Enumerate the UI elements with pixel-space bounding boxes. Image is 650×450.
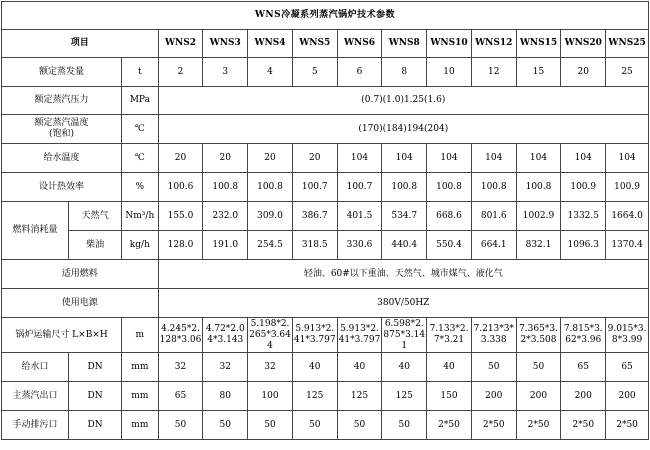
value-cell: 6.598*2.875*3.141 — [383, 318, 426, 351]
value-cell: 10 — [427, 58, 472, 87]
value-cell: 386.7 — [292, 202, 337, 231]
row-transport-size — [2, 318, 649, 353]
value-cell: 191.0 — [203, 231, 248, 260]
unit-cell: ℃ — [122, 144, 159, 173]
value-cell: 1096.3 — [561, 231, 606, 260]
row-label: 锅炉运输尺寸 L×B×H — [2, 318, 122, 353]
unit-cell: % — [122, 173, 159, 202]
value-cell: 50 — [516, 353, 561, 382]
value-cell: 100.8 — [382, 173, 427, 202]
value-cell: 7.213*3*3.338 — [471, 318, 516, 353]
model-cell: WNS8 — [382, 30, 427, 58]
value-cell: 3 — [203, 58, 248, 87]
unit-cell: Nm³/h — [122, 202, 159, 231]
row-pressure — [2, 87, 649, 115]
value-cell: 40 — [427, 353, 472, 382]
dn-cell: DN — [69, 353, 122, 382]
span-value-cell: 380V/50HZ — [158, 289, 648, 318]
span-value-cell: (170)(184)194(204) — [158, 115, 648, 144]
row-power — [2, 289, 649, 318]
value-cell: 100.8 — [203, 173, 248, 202]
value-cell: 5.198*2.265*3.644 — [249, 318, 291, 351]
unit-cell: t — [122, 58, 159, 87]
value-cell: 32 — [203, 353, 248, 382]
row-label: 额定蒸发量 — [2, 58, 122, 87]
value-cell: 100 — [248, 382, 293, 411]
value-cell: 15 — [516, 58, 561, 87]
value-cell: 801.6 — [471, 202, 516, 231]
row-label: 手动排污口 — [2, 411, 69, 440]
value-cell: 5 — [292, 58, 337, 87]
value-cell: 104 — [516, 144, 561, 173]
value-cell: 1664.0 — [606, 202, 649, 231]
value-cell: 440.4 — [382, 231, 427, 260]
row-blowdown — [2, 411, 649, 440]
value-cell: 7.365*3.2*3.508 — [516, 318, 561, 353]
table-title: WNS冷凝系列蒸汽锅炉技术参数 — [2, 2, 649, 30]
value-cell: 20 — [203, 144, 248, 173]
value-cell: 155.0 — [158, 202, 203, 231]
value-cell: 32 — [248, 353, 293, 382]
value-cell: 534.7 — [382, 202, 427, 231]
unit-cell: m — [122, 318, 159, 353]
value-cell: 100.8 — [248, 173, 293, 202]
dn-cell: DN — [69, 411, 122, 440]
value-cell: 20 — [158, 144, 203, 173]
value-cell: 401.5 — [337, 202, 382, 231]
unit-cell: mm — [122, 411, 159, 440]
row-efficiency — [2, 173, 649, 202]
header-row — [2, 30, 649, 58]
value-cell: 100.7 — [337, 173, 382, 202]
model-cell: WNS20 — [561, 30, 606, 58]
value-cell: 12 — [471, 58, 516, 87]
value-cell: 65 — [606, 353, 649, 382]
value-cell: 40 — [292, 353, 337, 382]
fuel-consumption-label: 燃料消耗量 — [2, 202, 69, 260]
model-cell: WNS25 — [606, 30, 649, 58]
row-label: 给水口 — [2, 353, 69, 382]
value-cell: 6 — [337, 58, 382, 87]
value-cell: 20 — [292, 144, 337, 173]
row-steam-outlet — [2, 382, 649, 411]
model-cell: WNS4 — [248, 30, 293, 58]
value-cell: 232.0 — [203, 202, 248, 231]
value-cell: 8 — [382, 58, 427, 87]
model-cell: WNS10 — [427, 30, 472, 58]
value-cell: 100.6 — [158, 173, 203, 202]
unit-cell: mm — [122, 382, 159, 411]
value-cell: 65 — [561, 353, 606, 382]
row-label: 设计热效率 — [2, 173, 122, 202]
value-cell: 104 — [337, 144, 382, 173]
value-cell: 40 — [382, 353, 427, 382]
value-cell: 2*50 — [471, 411, 516, 440]
value-cell: 200 — [471, 382, 516, 411]
unit-cell: ℃ — [122, 115, 159, 144]
value-cell: 125 — [337, 382, 382, 411]
value-cell: 200 — [606, 382, 649, 411]
value-cell: 50 — [337, 411, 382, 440]
spec-table — [1, 1, 649, 440]
value-cell: 1002.9 — [516, 202, 561, 231]
value-cell: 1332.5 — [561, 202, 606, 231]
value-cell: 125 — [292, 382, 337, 411]
value-cell: 50 — [471, 353, 516, 382]
value-cell: 9.015*3.8*3.99 — [606, 318, 649, 353]
value-cell: 4 — [248, 58, 293, 87]
value-cell: 330.6 — [337, 231, 382, 260]
row-label: 使用电源 — [2, 289, 159, 318]
value-cell: 664.1 — [471, 231, 516, 260]
title-row — [2, 2, 649, 30]
value-cell: 2*50 — [606, 411, 649, 440]
unit-cell: MPa — [122, 87, 159, 115]
value-cell: 254.5 — [248, 231, 293, 260]
row-label: 额定蒸汽压力 — [2, 87, 122, 115]
sub-row-label: 柴油 — [69, 231, 122, 260]
row-evaporation — [2, 58, 649, 87]
value-cell: 150 — [427, 382, 472, 411]
span-value-cell: 轻油、60#以下重油、天然气、城市煤气、液化气 — [158, 260, 648, 289]
model-cell: WNS2 — [158, 30, 203, 58]
value-cell: 104 — [561, 144, 606, 173]
model-cell: WNS12 — [471, 30, 516, 58]
value-cell: 550.4 — [427, 231, 472, 260]
value-cell: 104 — [471, 144, 516, 173]
unit-cell: mm — [122, 353, 159, 382]
row-label: 适用燃料 — [2, 260, 159, 289]
value-cell: 5.913*2.41*3.797 — [292, 318, 337, 353]
value-cell: 40 — [337, 353, 382, 382]
value-cell: 20 — [248, 144, 293, 173]
value-cell: 7.815*3.62*3.96 — [561, 318, 606, 353]
value-cell: 2 — [158, 58, 203, 87]
value-cell: 4.72*2.04*3.143 — [203, 318, 248, 353]
value-cell: 100.7 — [292, 173, 337, 202]
value-cell: 100.8 — [427, 173, 472, 202]
value-cell: 200 — [561, 382, 606, 411]
value-cell: 100.8 — [516, 173, 561, 202]
row-gas — [2, 202, 649, 231]
value-cell: 50 — [203, 411, 248, 440]
value-cell: 7.133*2.7*3.21 — [427, 318, 472, 353]
value-cell: 318.5 — [292, 231, 337, 260]
model-cell: WNS5 — [292, 30, 337, 58]
value-cell: 4.245*2.128*3.06 — [158, 318, 203, 353]
value-cell: 50 — [292, 411, 337, 440]
value-cell: 104 — [606, 144, 649, 173]
value-cell: 2*50 — [427, 411, 472, 440]
row-label-line1: 额定蒸汽温度 — [34, 118, 89, 128]
sub-row-label: 天然气 — [69, 202, 122, 231]
value-cell: 5.913*2.41*3.797 — [337, 318, 382, 353]
value-cell: 32 — [158, 353, 203, 382]
spec-sheet — [1, 1, 649, 448]
value-cell: 104 — [382, 144, 427, 173]
value-cell: 100.9 — [561, 173, 606, 202]
row-label — [2, 115, 122, 144]
value-cell: 1370.4 — [606, 231, 649, 260]
value-cell: 20 — [561, 58, 606, 87]
row-steam-temp — [2, 115, 649, 144]
value-cell: 200 — [516, 382, 561, 411]
model-cell: WNS15 — [516, 30, 561, 58]
value-cell: 100.8 — [471, 173, 516, 202]
value-cell: 2*50 — [561, 411, 606, 440]
model-cell: WNS6 — [337, 30, 382, 58]
header-label: 项目 — [2, 30, 159, 58]
row-label: 主蒸汽出口 — [2, 382, 69, 411]
value-cell: 125 — [382, 382, 427, 411]
row-feed-port — [2, 353, 649, 382]
row-label-line2: (饱和) — [48, 129, 75, 139]
model-cell: WNS3 — [203, 30, 248, 58]
value-cell: 832.1 — [516, 231, 561, 260]
value-cell: 309.0 — [248, 202, 293, 231]
row-fuel — [2, 260, 649, 289]
value-cell: 65 — [158, 382, 203, 411]
value-cell: 50 — [382, 411, 427, 440]
value-cell: 104 — [427, 144, 472, 173]
row-diesel — [2, 231, 649, 260]
value-cell: 25 — [606, 58, 649, 87]
value-cell: 2*50 — [516, 411, 561, 440]
value-cell: 50 — [158, 411, 203, 440]
value-cell: 100.9 — [606, 173, 649, 202]
span-value-cell: (0.7)(1.0)1.25(1.6) — [158, 87, 648, 115]
value-cell: 668.6 — [427, 202, 472, 231]
value-cell: 50 — [248, 411, 293, 440]
dn-cell: DN — [69, 382, 122, 411]
row-label: 给水温度 — [2, 144, 122, 173]
value-cell: 80 — [203, 382, 248, 411]
row-feed-temp — [2, 144, 649, 173]
value-cell: 128.0 — [158, 231, 203, 260]
unit-cell: kg/h — [122, 231, 159, 260]
